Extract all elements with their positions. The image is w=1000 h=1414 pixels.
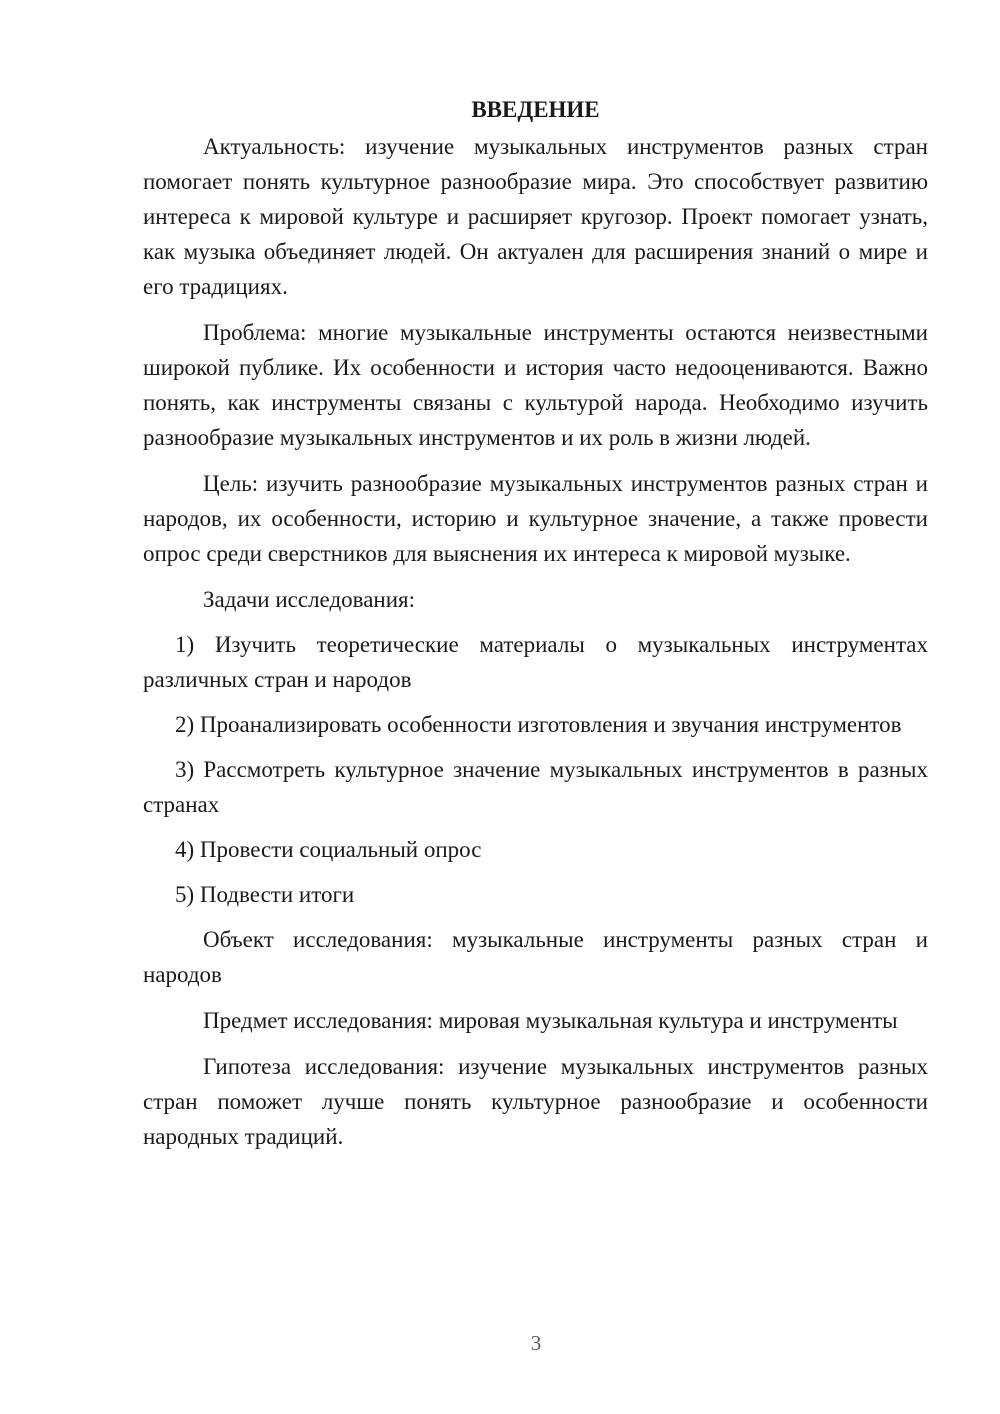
page-title: ВВЕДЕНИЕ — [471, 97, 600, 122]
tasks-heading: Задачи исследования: — [203, 587, 416, 612]
task-item-2: 2) Проанализировать особенности изготовления и звучания инструментов — [175, 712, 902, 737]
task-item-3: 3) Рассмотреть культурное значение музыкальных инструментов в разных странах — [143, 757, 928, 817]
object-paragraph: Объект исследования: музыкальные инструменты разных стран и народов — [143, 927, 928, 987]
relevance-paragraph: Актуальность: изучение музыкальных инструментов разных стран помогает понять культурное разнообразие мира. Это способствует развитию интереса к мировой культуре и расширяет кругозор. Проект помогает узнать, как музыка объединяет людей. Он актуален для расширения знаний о мире и его традициях. — [143, 134, 928, 299]
page-content — [143, 92, 928, 1165]
goal-paragraph: Цель: изучить разнообразие музыкальных инструментов разных стран и народов, их особенности, историю и культурное значение, а также провести опрос среди сверстников для выяснения их интереса к мировой музыке. — [143, 471, 928, 566]
problem-paragraph: Проблема: многие музыкальные инструменты остаются неизвестными широкой публике. Их особенности и история часто недооцениваются. Важно понять, как инструменты связаны с культурой народа. Необходимо изучить разнообразие музыкальных инструментов и их роль в жизни людей. — [143, 320, 928, 450]
task-item-5: 5) Подвести итоги — [175, 882, 355, 907]
tasks-list — [143, 627, 928, 912]
page-number: 3 — [530, 1331, 542, 1355]
task-item-4: 4) Провести социальный опрос — [175, 837, 482, 862]
task-item-1: 1) Изучить теоретические материалы о музыкальных инструментах различных стран и народов — [143, 632, 928, 692]
hypothesis-paragraph: Гипотеза исследования: изучение музыкальных инструментов разных стран поможет лучше понять культурное разнообразие и особенности народных традиций. — [143, 1054, 928, 1149]
subject-paragraph: Предмет исследования: мировая музыкальная культура и инструменты — [203, 1008, 898, 1033]
